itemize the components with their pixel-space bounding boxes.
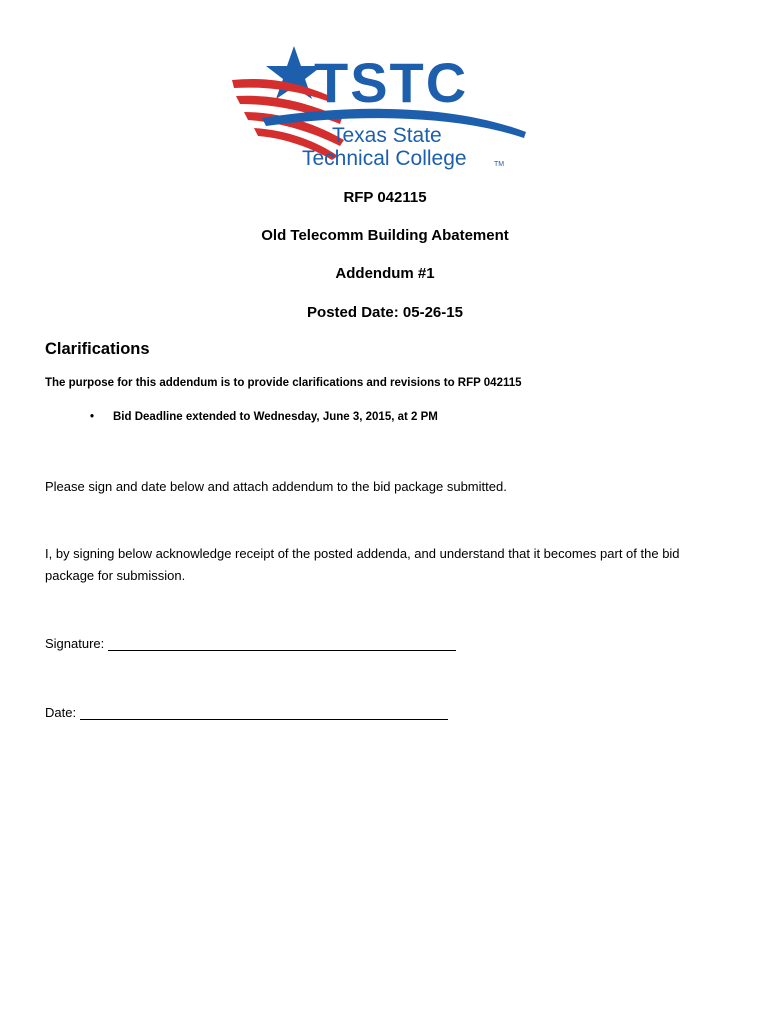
logo-wordmark: TSTC — [314, 51, 469, 114]
tstc-logo-graphic — [232, 44, 540, 172]
logo-line-2: Technical College — [302, 147, 467, 170]
project-title: Old Telecomm Building Abatement — [261, 227, 509, 244]
rfp-number: RFP 042115 — [343, 189, 427, 206]
addendum-number: Addendum #1 — [335, 265, 435, 282]
logo-tm: TM — [494, 161, 505, 168]
bullet-icon: • — [90, 411, 95, 423]
bullet-text: Bid Deadline extended to Wednesday, June 3, 2015, at 2 PM — [113, 411, 438, 423]
clarifications-heading: Clarifications — [45, 340, 150, 358]
signature-row — [45, 636, 456, 651]
list-item — [0, 411, 438, 423]
sign-instruction: Please sign and date below and attach addendum to the bid package submitted. — [45, 479, 507, 494]
logo-line-1: Texas State — [332, 124, 442, 147]
posted-date: Posted Date: 05-26-15 — [307, 304, 463, 321]
signature-label: Signature: — [45, 636, 105, 651]
date-label: Date: — [45, 705, 77, 720]
date-field[interactable] — [80, 705, 448, 720]
acknowledgement-text: I, by signing below acknowledge receipt of the posted addenda, and understand that it becomes part of the bid package for submission. — [45, 546, 680, 583]
signature-field[interactable] — [108, 636, 456, 651]
purpose-statement: The purpose for this addendum is to provide clarifications and revisions to RFP 042115 — [45, 377, 522, 389]
clarification-list — [0, 411, 438, 423]
date-row — [45, 705, 448, 720]
tstc-logo — [232, 44, 540, 172]
